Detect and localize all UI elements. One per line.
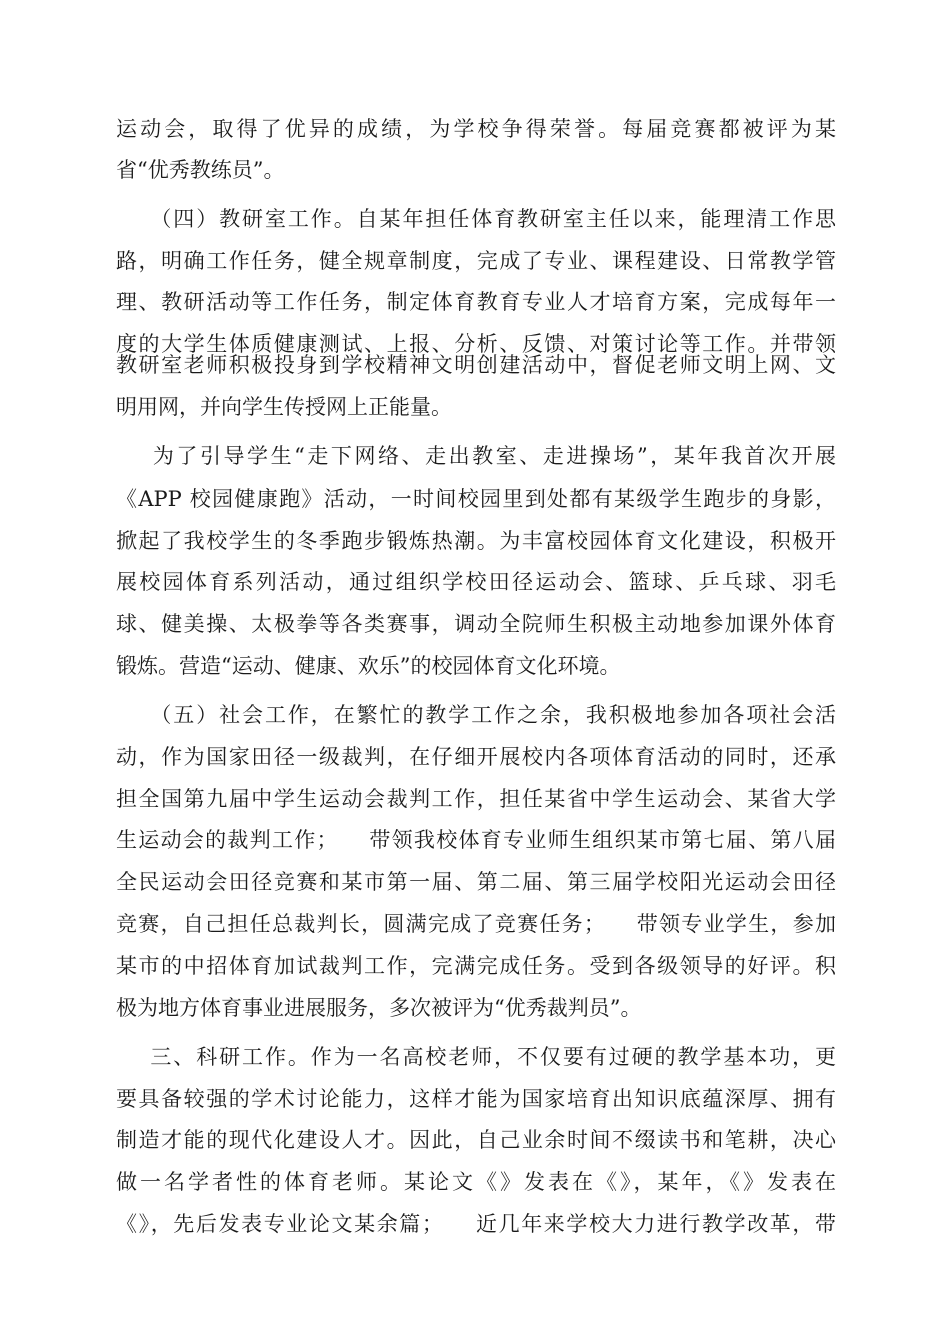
- paragraph-line: 全民运动会田径竞赛和某市第一届、第二届、第三届学校阳光运动会田径: [116, 870, 836, 894]
- paragraph-line: 运动会，取得了优异的成绩，为学校争得荣誉。每届竞赛都被评为某: [116, 117, 836, 141]
- paragraph-line: 动，作为国家田径一级裁判，在仔细开展校内各项体育活动的同时，还承: [116, 745, 836, 769]
- paragraph-line: 生运动会的裁判工作； 带领我校体育专业师生组织某市第七届、第八届: [116, 828, 836, 852]
- paragraph-line: （五）社会工作，在繁忙的教学工作之余，我积极地参加各项社会活: [116, 703, 836, 727]
- paragraph-line: 教研室老师积极投身到学校精神文明创建活动中，督促老师文明上网、文: [116, 353, 836, 377]
- paragraph-line: 明用网，并向学生传授网上正能量。: [116, 395, 452, 419]
- paragraph-line: 为了引导学生“走下网络、走出教室、走进操场”，某年我首次开展: [116, 444, 836, 468]
- paragraph-line: 要具备较强的学术讨论能力，这样才能为国家培育出知识底蕴深厚、拥有: [116, 1087, 836, 1111]
- paragraph-line: 制造才能的现代化建设人才。因此，自己业余时间不缀读书和笔耕，决心: [116, 1128, 836, 1152]
- paragraph-line: 展校园体育系列活动，通过组织学校田径运动会、篮球、乒乓球、羽毛: [116, 570, 836, 594]
- paragraph-line: 极为地方体育事业进展服务，多次被评为“优秀裁判员”。: [116, 996, 642, 1020]
- paragraph-line: 路，明确工作任务，健全规章制度，完成了专业、课程建设、日常教学管: [116, 249, 836, 273]
- paragraph-line: 担全国第九届中学生运动会裁判工作，担任某省中学生运动会、某省大学: [116, 787, 836, 811]
- paragraph-line: 锻炼。营造“运动、健康、欢乐”的校园体育文化环境。: [116, 654, 621, 678]
- paragraph-line: 做一名学者性的体育老师。某论文《》发表在《》，某年，《》发表在: [116, 1170, 836, 1194]
- paragraph-line: 《APP 校园健康跑》活动，一时间校园里到处都有某级学生跑步的身影，: [116, 487, 836, 511]
- paragraph-line: 三、科研工作。作为一名高校老师，不仅要有过硬的教学基本功，更: [116, 1045, 836, 1069]
- paragraph-line: 省“优秀教练员”。: [116, 158, 285, 182]
- paragraph-line: 《》，先后发表专业论文某余篇； 近几年来学校大力进行教学改革，带: [116, 1212, 836, 1236]
- paragraph-line: 球、健美操、太极拳等各类赛事，调动全院师生积极主动地参加课外体育: [116, 612, 836, 636]
- paragraph-line: （四）教研室工作。自某年担任体育教研室主任以来，能理清工作思: [116, 207, 836, 231]
- paragraph-line: 掀起了我校学生的冬季跑步锻炼热潮。为丰富校园体育文化建设，积极开: [116, 529, 836, 553]
- paragraph-line: 竞赛，自己担任总裁判长，圆满完成了竞赛任务； 带领专业学生，参加: [116, 912, 836, 936]
- paragraph-line: 度的大学生体质健康测试、上报、分析、反馈、对策讨论等工作。并带领: [116, 332, 836, 356]
- paragraph-line: 某市的中招体育加试裁判工作，完满完成任务。受到各级领导的好评。积: [116, 954, 836, 978]
- paragraph-line: 理、教研活动等工作任务，制定体育教育专业人才培育方案，完成每年一: [116, 290, 836, 314]
